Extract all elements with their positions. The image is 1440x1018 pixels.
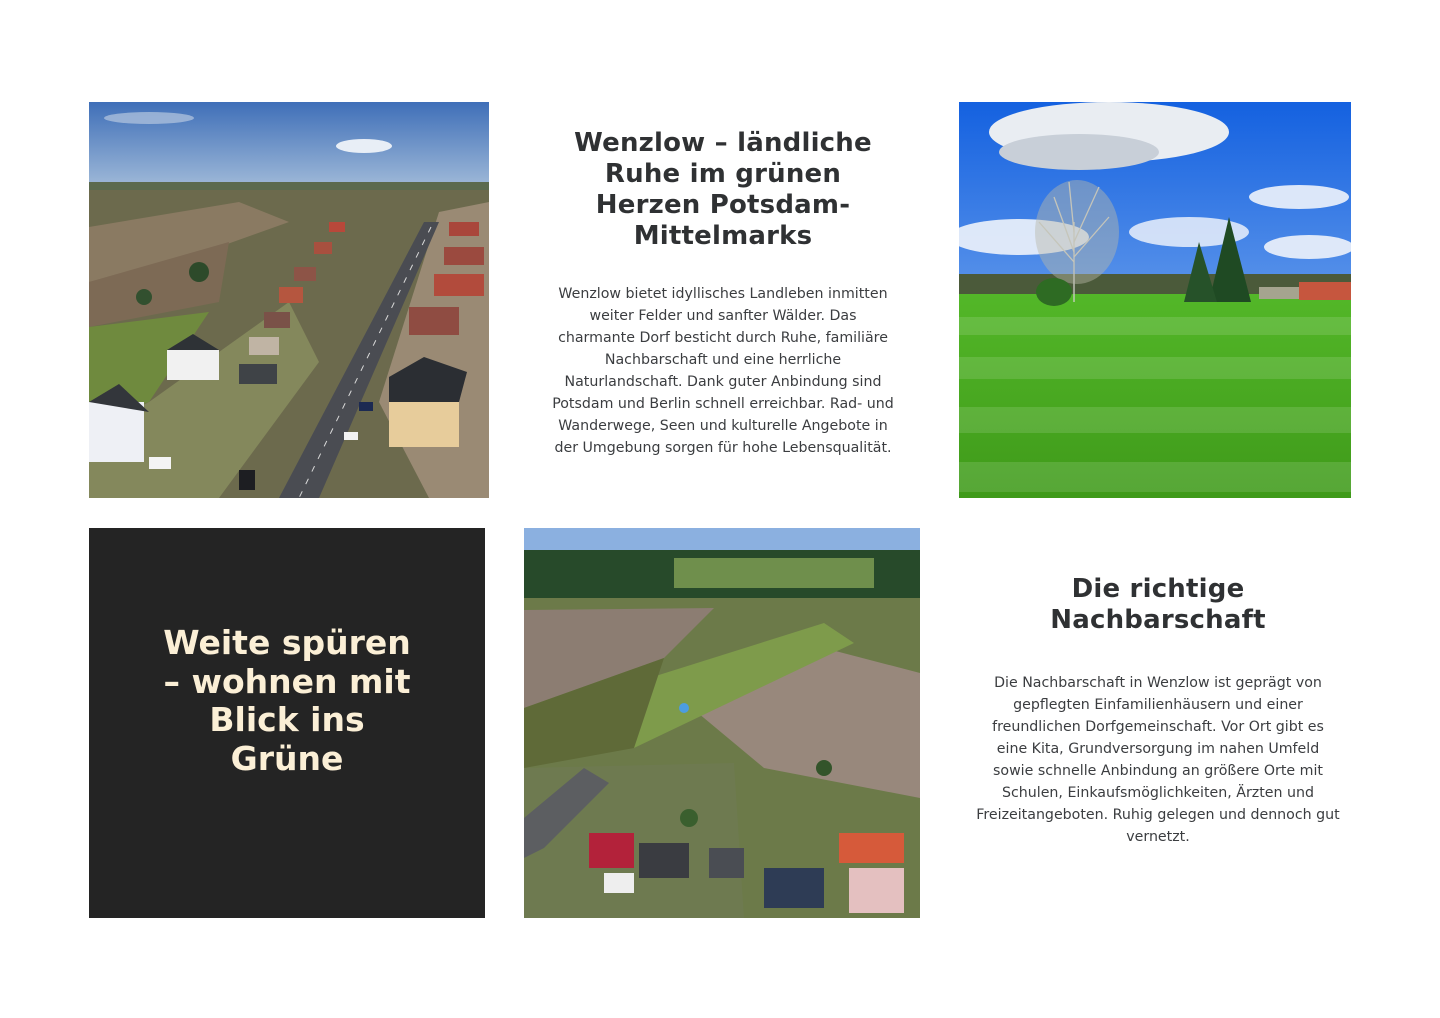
highlight-tile: [89, 528, 485, 918]
intro-section: [548, 128, 898, 459]
highlight-title: Weite spüren – wohnen mit Blick ins Grüne: [163, 623, 411, 778]
fields-aerial-photo: [524, 528, 920, 918]
village-aerial-photo: [89, 102, 489, 498]
green-lawn-photo: [959, 102, 1351, 498]
neighborhood-section: [975, 574, 1341, 848]
neighborhood-body: Die Nachbarschaft in Wenzlow ist geprägt von gepflegten Einfamilienhäusern und einer freundlichen Dorfgemeinschaft. Vor Ort gibt es eine Kita, Grundversorgung im nahen Umfeld sowie schnelle Anbindung an größere Orte mit Schulen, Einkaufsmöglichkeiten, Ärzten und Freizeitangeboten. Ruhig gelegen und dennoch gut vernetzt.: [976, 675, 1340, 845]
neighborhood-title: Die richtige Nachbarschaft: [1050, 574, 1266, 635]
intro-body: Wenzlow bietet idyllisches Landleben inmitten weiter Felder und sanfter Wälder. Das charmante Dorf besticht durch Ruhe, familiäre Nachbarschaft und eine herrliche Naturlandschaft. Dank guter Anbindung sind Potsdam und Berlin schnell erreichbar. Rad- und Wanderwege, Seen und kulturelle Angebote in der Umgebung sorgen für hohe Lebensqualität.: [552, 286, 894, 456]
intro-title: Wenzlow – ländliche Ruhe im grünen Herzen Potsdam-Mittelmarks: [574, 128, 872, 251]
